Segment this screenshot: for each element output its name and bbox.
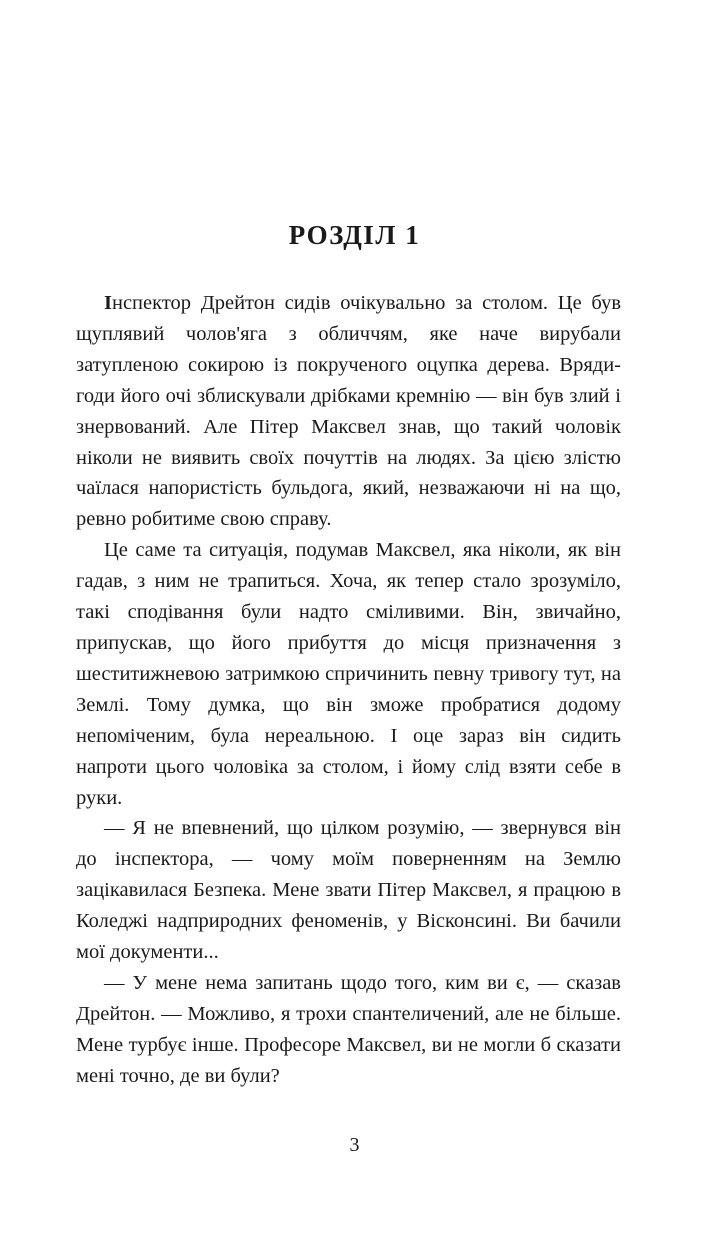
paragraph-4-dialogue: — У мене нема запитань щодо того, ким ви є, — сказав Дрейтон. — Можливо, я трохи спантеличений, але не більше. Мене турбує інше. Професоре Максвел, ви не могли б сказати мені точно, де ви були?	[76, 971, 621, 1087]
paragraph-2: Це саме та ситуація, подумав Максвел, яка ніколи, як він гадав, з ним не трапиться. Хоча, як тепер стало зрозуміло, такі сподівання були надто сміливими. Він, звичайно, припускав, що його прибуття до місця призначення з шеститижневою затримкою спричинить певну тривогу тут, на Землі. Тому думка, що він зможе пробратися додому непоміченим, була нереальною. І оце зараз він сидить напроти цього чоловіка за столом, і йому слід взяти себе в руки.	[76, 539, 621, 809]
chapter-title: РОЗДІЛ 1	[288, 220, 421, 250]
page-number: 3	[349, 1134, 360, 1156]
initial-letter: І	[104, 292, 112, 314]
paragraph-1	[76, 288, 621, 535]
paragraph-1-text: нспектор Дрейтон сидів очікувально за столом. Це був щуплявий чолов'яга з обличчям, яке наче вирубали затупленою сокирою із покрученого оцупка дерева. Вряди-годи його очі зблискували дрібками кремнію — він був злий і знервований. Але Пітер Максвел знав, що такий чоловік ніколи не виявить своїх почуттів на людях. За цією злістю чаїлася напористість бульдога, який, незважаючи ні на що, ревно робитиме свою справу.	[76, 292, 621, 531]
paragraph-3-dialogue: — Я не впевнений, що цілком розумію, — звернувся він до інспектора, — чому моїм поверненням на Землю зацікавилася Безпека. Мене звати Пітер Максвел, я працюю в Коледжі надприродних феноменів, у Вісконсині. Ви бачили мої документи...	[76, 817, 621, 964]
chapter-body	[76, 288, 621, 1092]
